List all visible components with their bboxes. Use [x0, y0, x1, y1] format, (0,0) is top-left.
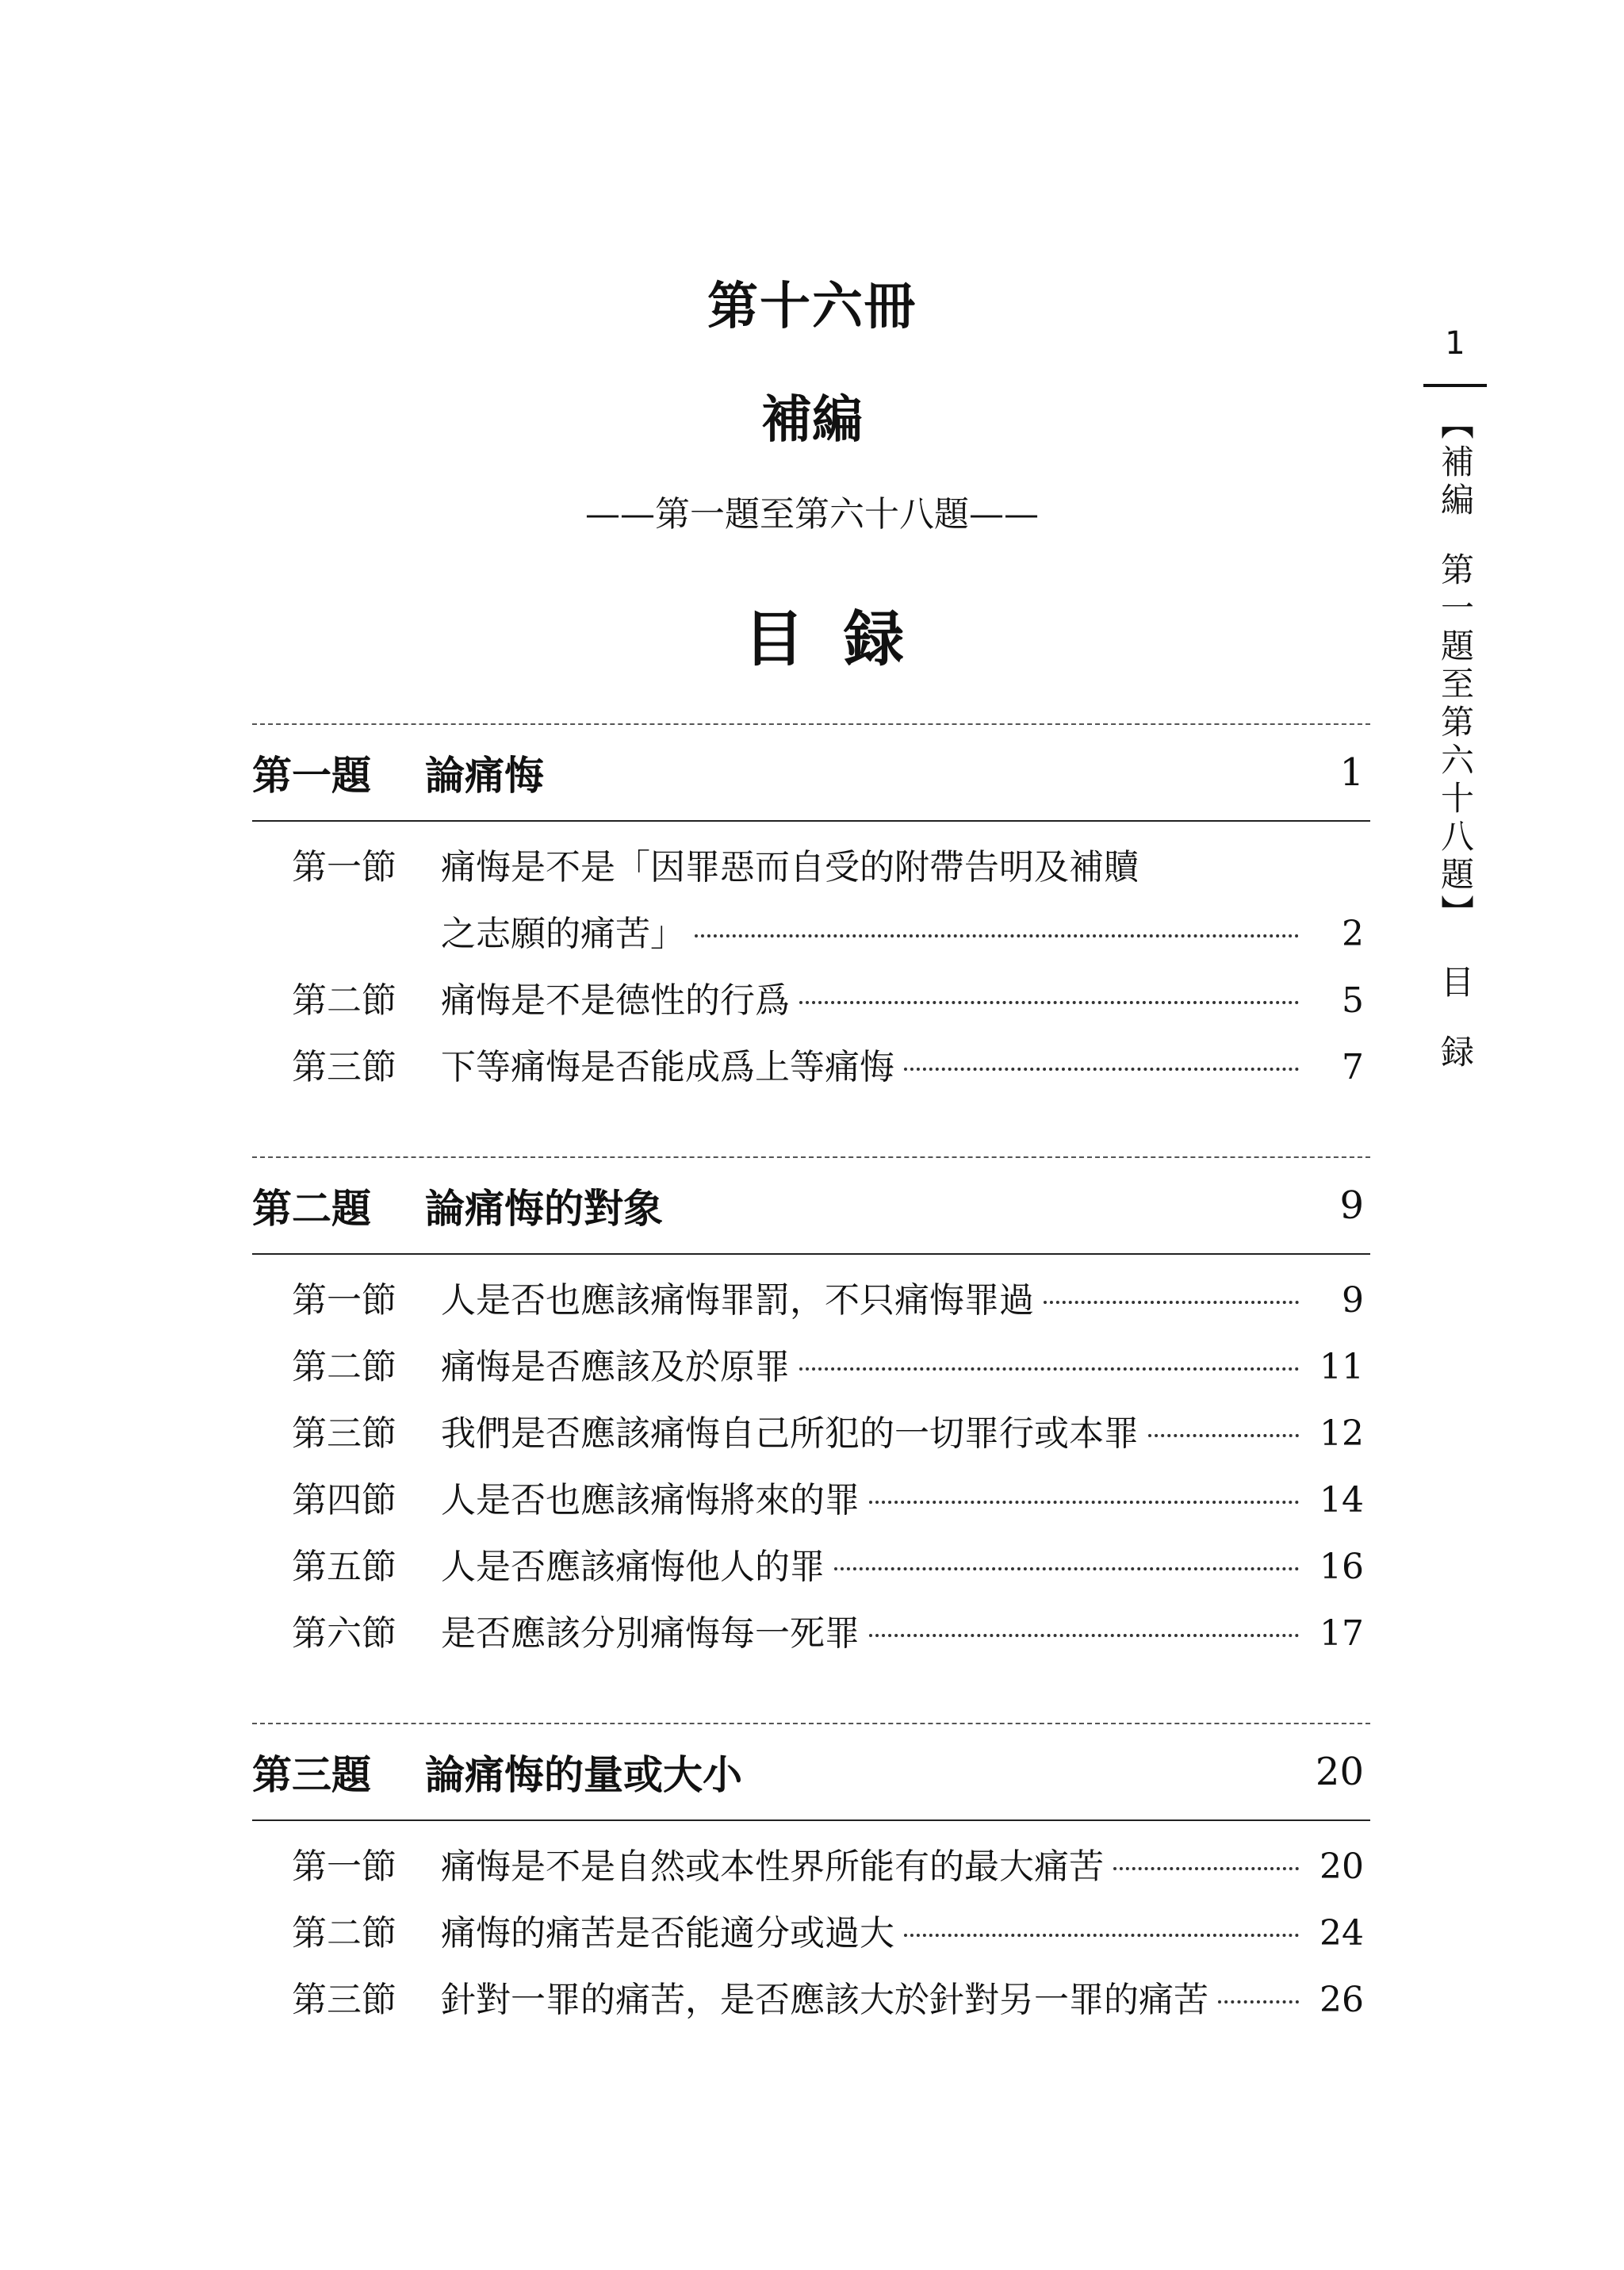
section-title: 痛悔是不是德性的行爲: [441, 980, 790, 1021]
section-title-wrap: [441, 834, 1370, 968]
section-title-wrap: [441, 1834, 1308, 1900]
dot-leader: [1113, 1867, 1299, 1870]
chapter-title: 論痛悔的對象: [425, 1185, 663, 1232]
chapter-title: 論痛悔: [425, 752, 544, 799]
section-title: 人是否也應該痛悔罪罰，不只痛悔罪過: [441, 1280, 1034, 1321]
section-number: 第三節: [292, 1980, 396, 2020]
section-number: 第二節: [292, 1913, 396, 1954]
section-number: 第三節: [292, 1413, 396, 1454]
section-title-wrap: [441, 1334, 1308, 1401]
section-title: 是否應該分別痛悔每一死罪: [441, 1613, 860, 1654]
section-entry: [252, 1267, 1370, 1334]
running-header: [1419, 325, 1491, 1072]
dot-leader: [834, 1567, 1299, 1570]
section-title: 痛悔是否應該及於原罪: [441, 1347, 790, 1387]
section-entry: [252, 1334, 1370, 1401]
supplement-title: 補編: [761, 390, 863, 450]
chapter-number: 第三題: [252, 1751, 371, 1798]
section-number: 第三節: [292, 1047, 396, 1087]
section-number: 第五節: [292, 1547, 396, 1587]
section-entry: [252, 1834, 1370, 1900]
section-page: 17: [1320, 1613, 1364, 1654]
chapter-title: 論痛悔的量或大小: [425, 1751, 742, 1798]
section-page: 2: [1342, 914, 1364, 954]
dot-leader: [1218, 2000, 1299, 2004]
section-number: 第二節: [292, 980, 396, 1021]
running-head-part2: 第一題至第六十八題】: [1436, 552, 1475, 933]
running-head-text: [1436, 406, 1475, 1072]
running-head-part3: 目: [1436, 964, 1475, 1003]
chapter-number: 第二題: [252, 1185, 371, 1232]
chapter-heading: [252, 1724, 1370, 1819]
dot-leader: [1044, 1301, 1299, 1304]
section-page: 5: [1342, 980, 1364, 1021]
section-number: 第一節: [292, 1846, 396, 1887]
section-title: 痛悔的痛苦是否能適分或過大: [441, 1913, 894, 1954]
section-title-wrap: [441, 1967, 1308, 2034]
running-head-part4: 録: [1436, 1034, 1475, 1072]
dot-leader: [799, 1367, 1299, 1371]
chapter-3: [252, 1723, 1370, 2034]
section-page: 20: [1320, 1846, 1364, 1887]
section-entry: [252, 1967, 1370, 2034]
chapter-page: 1: [1339, 750, 1364, 795]
chapter-page: 20: [1315, 1750, 1364, 1794]
section-title: 我們是否應該痛悔自己所犯的一切罪行或本罪: [441, 1413, 1139, 1454]
section-page: 11: [1320, 1347, 1364, 1387]
dot-leader: [904, 1934, 1299, 1937]
section-page: 7: [1342, 1047, 1364, 1087]
section-title-wrap: [441, 1534, 1308, 1601]
chapter-heading: [252, 725, 1370, 820]
section-entry: [252, 1034, 1370, 1101]
section-title-wrap: [441, 1467, 1308, 1534]
section-title-line1: 痛悔是不是「因罪惡而自受的附帶告明及補贖: [441, 847, 1139, 888]
running-header-bar: [1423, 384, 1487, 387]
section-title-wrap: [441, 1401, 1308, 1467]
dot-leader: [904, 1068, 1299, 1071]
dot-leader: [869, 1634, 1299, 1637]
volume-title: 第十六冊: [707, 277, 917, 336]
chapter-1: [252, 723, 1370, 1101]
section-entry: [252, 1534, 1370, 1601]
section-entry: [252, 1401, 1370, 1467]
page-number: 1: [1445, 325, 1465, 362]
section-page: 16: [1320, 1547, 1364, 1587]
section-page: 24: [1320, 1913, 1364, 1954]
section-page: 12: [1320, 1413, 1364, 1454]
section-title: 痛悔是不是自然或本性界所能有的最大痛苦: [441, 1846, 1104, 1887]
section-title-wrap: [441, 1267, 1308, 1334]
subtitle: ——第一題至第六十八題——: [585, 494, 1039, 535]
chapter-2: [252, 1156, 1370, 1667]
section-page: 14: [1320, 1480, 1364, 1520]
section-page: 26: [1320, 1980, 1364, 2020]
chapter-heading: [252, 1158, 1370, 1253]
section-number: 第一節: [292, 1280, 396, 1321]
section-page: 9: [1342, 1280, 1364, 1321]
section-number: 第一節: [292, 847, 396, 888]
section-title: 針對一罪的痛苦，是否應該大於針對另一罪的痛苦: [441, 1980, 1208, 2020]
chapter-number: 第一題: [252, 752, 371, 799]
section-list: [252, 1821, 1370, 2034]
section-entry: [252, 968, 1370, 1034]
section-entry: [252, 1601, 1370, 1667]
section-title-wrap: [441, 1601, 1308, 1667]
section-title: 人是否應該痛悔他人的罪: [441, 1547, 825, 1587]
section-title-wrap: [441, 968, 1308, 1034]
section-list: [252, 822, 1370, 1101]
section-title: 下等痛悔是否能成爲上等痛悔: [441, 1047, 894, 1087]
section-title: 之志願的痛苦」: [441, 914, 685, 954]
section-number: 第四節: [292, 1480, 396, 1520]
section-entry: [252, 1467, 1370, 1534]
chapter-page: 9: [1339, 1183, 1364, 1228]
running-head-part1: 【補編: [1436, 406, 1475, 520]
dot-leader: [695, 934, 1299, 938]
dot-leader: [1148, 1434, 1299, 1437]
section-number: 第六節: [292, 1613, 396, 1654]
section-number: 第二節: [292, 1347, 396, 1387]
table-of-contents: [252, 723, 1370, 2089]
dot-leader: [869, 1501, 1299, 1504]
section-title-wrap: [441, 1034, 1308, 1101]
section-entry: [252, 1900, 1370, 1967]
toc-title: 目録: [744, 604, 944, 674]
dot-leader: [799, 1001, 1299, 1004]
section-entry: [252, 834, 1370, 968]
section-title: 人是否也應該痛悔將來的罪: [441, 1480, 860, 1520]
section-title-wrap: [441, 1900, 1308, 1967]
section-title-line2-row: [441, 901, 1370, 968]
section-list: [252, 1255, 1370, 1667]
